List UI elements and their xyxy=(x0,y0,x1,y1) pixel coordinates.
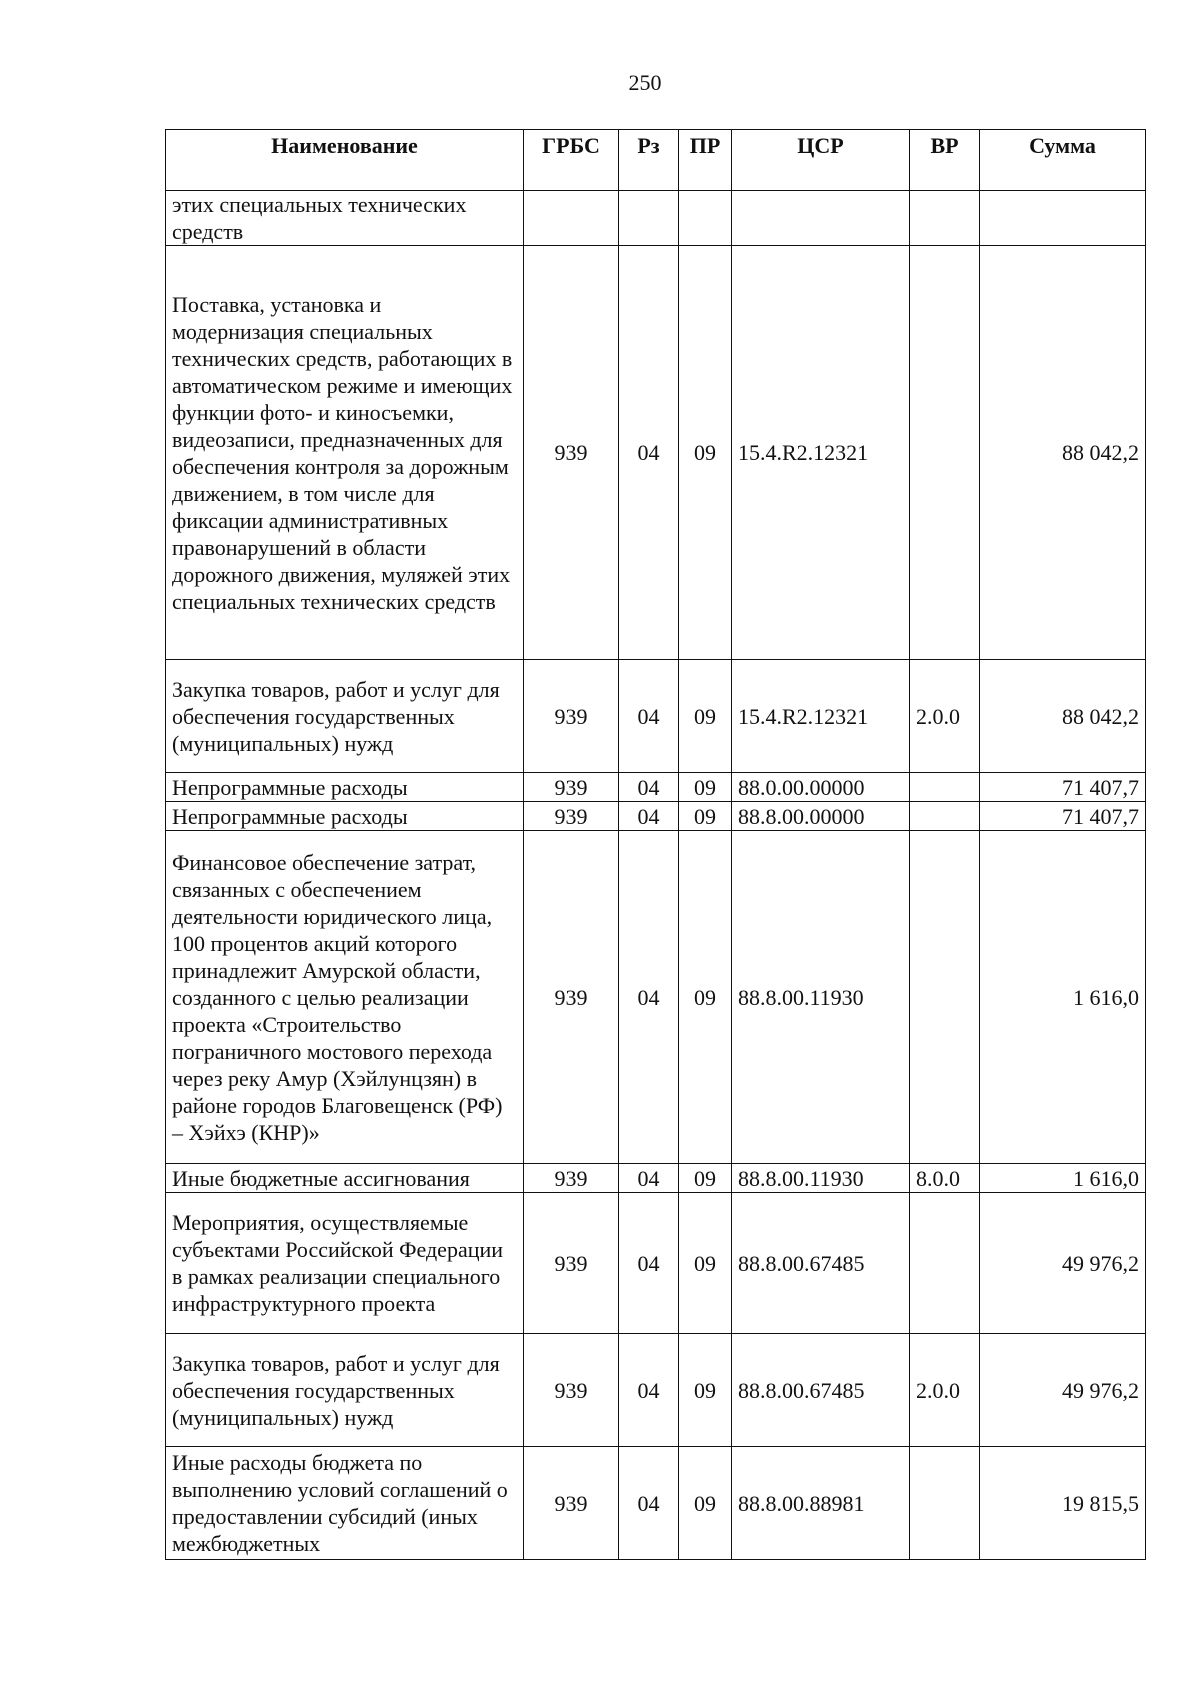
row-name: Закупка товаров, работ и услуг для обеспечения государственных (муниципальных) нужд xyxy=(166,1334,524,1447)
row-rz: 04 xyxy=(619,1334,679,1447)
row-name: этих специальных технических средств xyxy=(166,191,524,246)
header-pr: ПР xyxy=(679,130,732,191)
row-name: Непрограммные расходы xyxy=(166,802,524,831)
row-sum: 88 042,2 xyxy=(980,246,1146,660)
row-pr: 09 xyxy=(679,1447,732,1560)
row-vr: 2.0.0 xyxy=(910,660,980,773)
table-row xyxy=(166,831,1146,1164)
table-row xyxy=(166,773,1146,802)
row-sum: 71 407,7 xyxy=(980,802,1146,831)
table-row xyxy=(166,1447,1146,1560)
row-rz: 04 xyxy=(619,773,679,802)
row-csr: 15.4.R2.12321 xyxy=(732,660,910,773)
table-row xyxy=(166,660,1146,773)
row-pr: 09 xyxy=(679,802,732,831)
row-pr xyxy=(679,191,732,246)
row-grbs: 939 xyxy=(524,802,619,831)
row-name: Иные бюджетные ассигнования xyxy=(166,1164,524,1193)
row-csr: 88.8.00.11930 xyxy=(732,1164,910,1193)
row-grbs: 939 xyxy=(524,773,619,802)
row-rz: 04 xyxy=(619,246,679,660)
row-grbs: 939 xyxy=(524,246,619,660)
header-sum: Сумма xyxy=(980,130,1146,191)
row-vr: 8.0.0 xyxy=(910,1164,980,1193)
row-grbs: 939 xyxy=(524,831,619,1164)
row-sum: 19 815,5 xyxy=(980,1447,1146,1560)
row-sum: 49 976,2 xyxy=(980,1193,1146,1334)
row-vr xyxy=(910,1447,980,1560)
header-name: Наименование xyxy=(166,130,524,191)
table-row xyxy=(166,1334,1146,1447)
row-grbs xyxy=(524,191,619,246)
table-row xyxy=(166,191,1146,246)
row-name: Иные расходы бюджета по выполнению условий соглашений о предоставлении субсидий (иных межбюджетных xyxy=(166,1447,524,1560)
row-csr xyxy=(732,191,910,246)
row-name: Поставка, установка и модернизация специальных технических средств, работающих в автоматическом режиме и имеющих функции фото- и киносъемки, видеозаписи, предназначенных для обеспечения контроля за дорожным движением, в том числе для фиксации административных правонарушений в области дорожного движения, муляжей этих специальных технических средств xyxy=(166,246,524,660)
row-rz xyxy=(619,191,679,246)
row-name: Закупка товаров, работ и услуг для обеспечения государственных (муниципальных) нужд xyxy=(166,660,524,773)
header-rz: Рз xyxy=(619,130,679,191)
row-rz: 04 xyxy=(619,802,679,831)
row-pr: 09 xyxy=(679,1334,732,1447)
row-name: Непрограммные расходы xyxy=(166,773,524,802)
row-sum: 88 042,2 xyxy=(980,660,1146,773)
table-row xyxy=(166,1164,1146,1193)
row-grbs: 939 xyxy=(524,1334,619,1447)
row-grbs: 939 xyxy=(524,1193,619,1334)
row-vr xyxy=(910,831,980,1164)
row-sum: 71 407,7 xyxy=(980,773,1146,802)
table-row xyxy=(166,1193,1146,1334)
row-name: Финансовое обеспечение затрат, связанных с обеспечением деятельности юридического лица, 100 процентов акций которого принадлежит Амурской области, созданного с целью реализации проекта «Строительство пограничного мостового перехода через реку Амур (Хэйлунцзян) в районе городов Благовещенск (РФ) – Хэйхэ (КНР)» xyxy=(166,831,524,1164)
row-vr: 2.0.0 xyxy=(910,1334,980,1447)
header-row xyxy=(166,130,1146,191)
row-rz: 04 xyxy=(619,1164,679,1193)
row-csr: 88.8.00.00000 xyxy=(732,802,910,831)
row-pr: 09 xyxy=(679,246,732,660)
header-grbs: ГРБС xyxy=(524,130,619,191)
row-csr: 88.8.00.11930 xyxy=(732,831,910,1164)
row-pr: 09 xyxy=(679,1193,732,1334)
row-rz: 04 xyxy=(619,660,679,773)
row-name: Мероприятия, осуществляемые субъектами Российской Федерации в рамках реализации специального инфраструктурного проекта xyxy=(166,1193,524,1334)
row-sum xyxy=(980,191,1146,246)
page-number: 250 xyxy=(628,70,662,95)
header-csr: ЦСР xyxy=(732,130,910,191)
row-pr: 09 xyxy=(679,1164,732,1193)
table-row xyxy=(166,246,1146,660)
row-csr: 88.8.00.67485 xyxy=(732,1193,910,1334)
row-csr: 88.8.00.67485 xyxy=(732,1334,910,1447)
row-sum: 1 616,0 xyxy=(980,831,1146,1164)
row-sum: 49 976,2 xyxy=(980,1334,1146,1447)
row-rz: 04 xyxy=(619,1447,679,1560)
row-vr xyxy=(910,1193,980,1334)
row-grbs: 939 xyxy=(524,660,619,773)
budget-table xyxy=(165,129,1146,1560)
row-pr: 09 xyxy=(679,773,732,802)
row-csr: 15.4.R2.12321 xyxy=(732,246,910,660)
row-csr: 88.0.00.00000 xyxy=(732,773,910,802)
row-pr: 09 xyxy=(679,831,732,1164)
row-vr xyxy=(910,802,980,831)
row-rz: 04 xyxy=(619,1193,679,1334)
row-grbs: 939 xyxy=(524,1447,619,1560)
row-vr xyxy=(910,191,980,246)
row-pr: 09 xyxy=(679,660,732,773)
row-grbs: 939 xyxy=(524,1164,619,1193)
header-vr: ВР xyxy=(910,130,980,191)
row-csr: 88.8.00.88981 xyxy=(732,1447,910,1560)
row-sum: 1 616,0 xyxy=(980,1164,1146,1193)
row-vr xyxy=(910,246,980,660)
row-vr xyxy=(910,773,980,802)
table-row xyxy=(166,802,1146,831)
row-rz: 04 xyxy=(619,831,679,1164)
